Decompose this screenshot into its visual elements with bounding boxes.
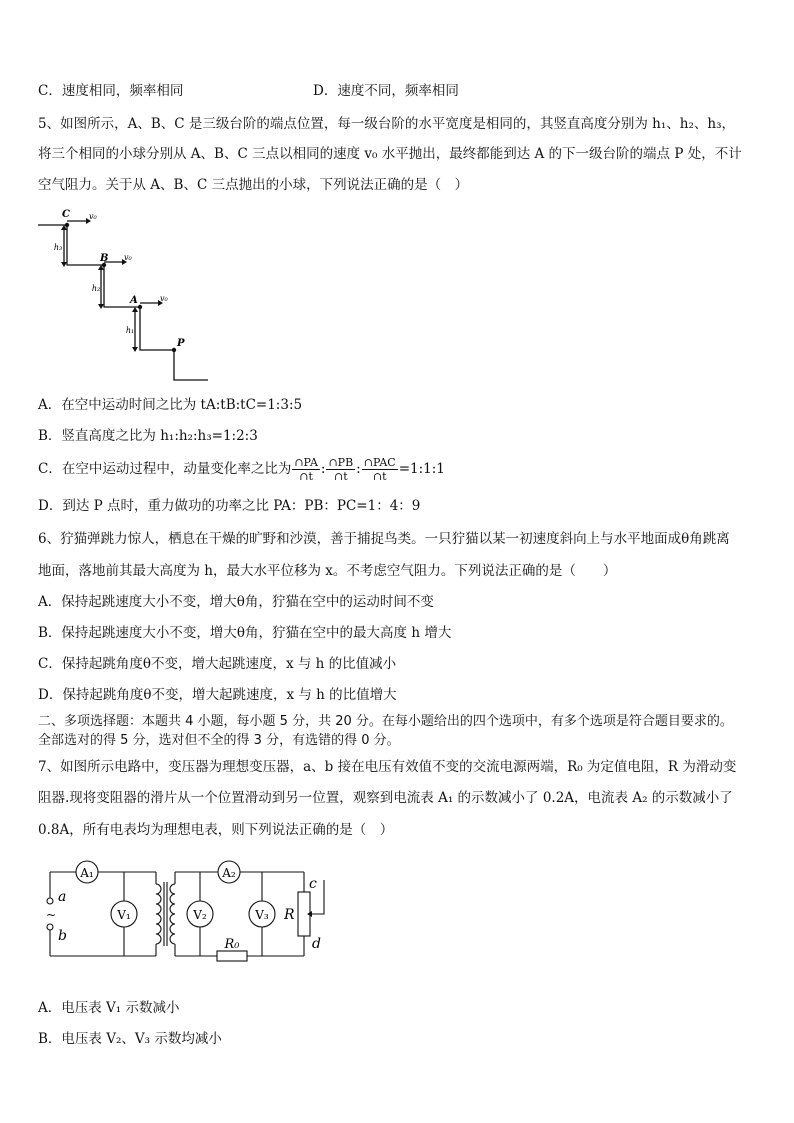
q7-label-b: b [58,928,67,944]
q5-fraction-3-num: ∩PAC [363,456,396,469]
q5-fraction-1-den: ∩t [299,470,313,483]
q7-stem-line2: 阻器.现将变阻器的滑片从一个位置滑动到另一位置，观察到电流表 A₁ 的示数减小了 0.2A，电流表 A₂ 的示数减小了 [38,790,733,806]
q6-option-d: D．保持起跳角度θ不变，增大起跳速度，x 与 h 的比值增大 [38,687,397,703]
q5-label-c: C [62,209,70,220]
q6-option-c: C．保持起跳角度θ不变，增大起跳速度，x 与 h 的比值减小 [38,656,397,672]
q6-option-a: A．保持起跳速度大小不变，增大θ角，狞猫在空中的运动时间不变 [38,594,434,610]
q5-option-c-prefix: C．在空中运动过程中，动量变化率之比为 [38,461,292,477]
q5-option-d: D．到达 P 点时，重力做功的功率之比 PA：PB：PC=1：4：9 [38,498,421,514]
q5-fraction-3-den: ∩t [372,470,387,483]
q4-option-d: D．速度不同，频率相同 [313,83,459,99]
q5-label-p: P [177,338,185,349]
q5-label-h3: h₃ [53,243,63,252]
q5-fraction-1-num: ∩PA [294,456,318,469]
q7-meter-v2: V₂ [193,908,207,922]
q5-label-a: A [130,295,138,306]
section2-line1: 二、多项选择题：本题共 4 小题，每小题 5 分，共 20 分。在每小题给出的四个选项中，有多个选项是符合题目要求的。 [38,714,733,729]
q5-label-h1: h₁ [125,326,135,335]
q4-option-c: C．速度相同，频率相同 [38,83,184,99]
q5-fraction-2 [326,456,355,483]
q6-option-b: B．保持起跳速度大小不变，增大θ角，狞猫在空中的最大高度 h 增大 [38,625,452,641]
q6-stem-line2: 地面，落地前其最大高度为 h，最大水平位移为 x。不考虑空气阻力。下列说法正确的是（ ） [38,563,617,579]
q5-fraction-1 [292,456,320,483]
q5-option-a: A．在空中运动时间之比为 tA:tB:tC=1:3:5 [38,397,303,413]
q7-stem-line3: 0.8A，所有电表均为理想电表，则下列说法正确的是（ ） [38,822,394,838]
q5-label-v0-c: v₀ [89,212,97,221]
q7-stem-line1: 7、如图所示电路中，变压器为理想变压器，a、b 接在电压有效值不变的交流电源两端，R₀ 为定值电阻，R 为滑动变 [38,759,737,775]
q5-fraction-3 [362,456,398,483]
q5-stairs-figure [36,204,216,384]
q5-label-v0-a: v₀ [160,294,168,303]
q7-label-d: d [312,936,321,952]
q5-label-h2: h₂ [91,284,101,293]
q5-option-c-suffix: =1:1:1 [398,461,445,477]
q7-label-a: a [58,889,67,905]
q5-fraction-2-num: ∩PB [328,456,354,469]
q7-label-c: c [309,876,317,892]
section2-line2: 全部选对的得 5 分，选对但不全的得 3 分，有选错的得 0 分。 [38,733,400,748]
q5-option-c: C．在空中运动过程中，动量变化率之比为 $\frac{\cap PA}{\cap t}$ : $\frac{\cap PB}{\cap t}$ : $\frac{\text{∩PAC}}{\cap t}$ =1:1:1 [38,456,445,483]
q7-meter-v1: V₁ [117,908,131,922]
q5-stem-line1: 5、如图所示，A、B、C 是三级台阶的端点位置，每一级台阶的水平宽度是相同的，其竖直高度分别为 h₁、h₂、h₃， [38,116,735,132]
q7-meter-a2: A₂ [222,866,236,880]
q7-option-b: B．电压表 V₂、V₃ 示数均减小 [38,1031,222,1047]
q6-stem-line1: 6、狞猫弹跳力惊人，栖息在干燥的旷野和沙漠，善于捕捉鸟类。一只狞猫以某一初速度斜向上与水平地面成θ角跳离 [38,531,730,547]
q7-meter-a1: A₁ [80,866,94,880]
q5-label-b: B [100,253,109,264]
q5-option-b: B．竖直高度之比为 h₁:h₂:h₃=1:2:3 [38,428,258,444]
q5-label-v0-b: v₀ [124,253,132,262]
q7-option-a: A．电压表 V₁ 示数减小 [38,1000,180,1016]
q7-label-r: R [284,907,295,923]
q7-circuit-figure [40,852,340,976]
q7-label-r0: R₀ [224,937,240,952]
q5-fraction-2-den: ∩t [334,470,348,483]
q7-meter-v3: V₃ [255,908,269,922]
q7-ac-symbol: ~ [46,908,57,922]
q5-stem-line2: 将三个相同的小球分别从 A、B、C 三点以相同的速度 v₀ 水平抛出，最终都能到达 A 的下一级台阶的端点 P 处，不计 [38,146,742,162]
q5-stem-line3: 空气阻力。关于从 A、B、C 三点抛出的小球，下列说法正确的是（ ） [38,177,469,193]
